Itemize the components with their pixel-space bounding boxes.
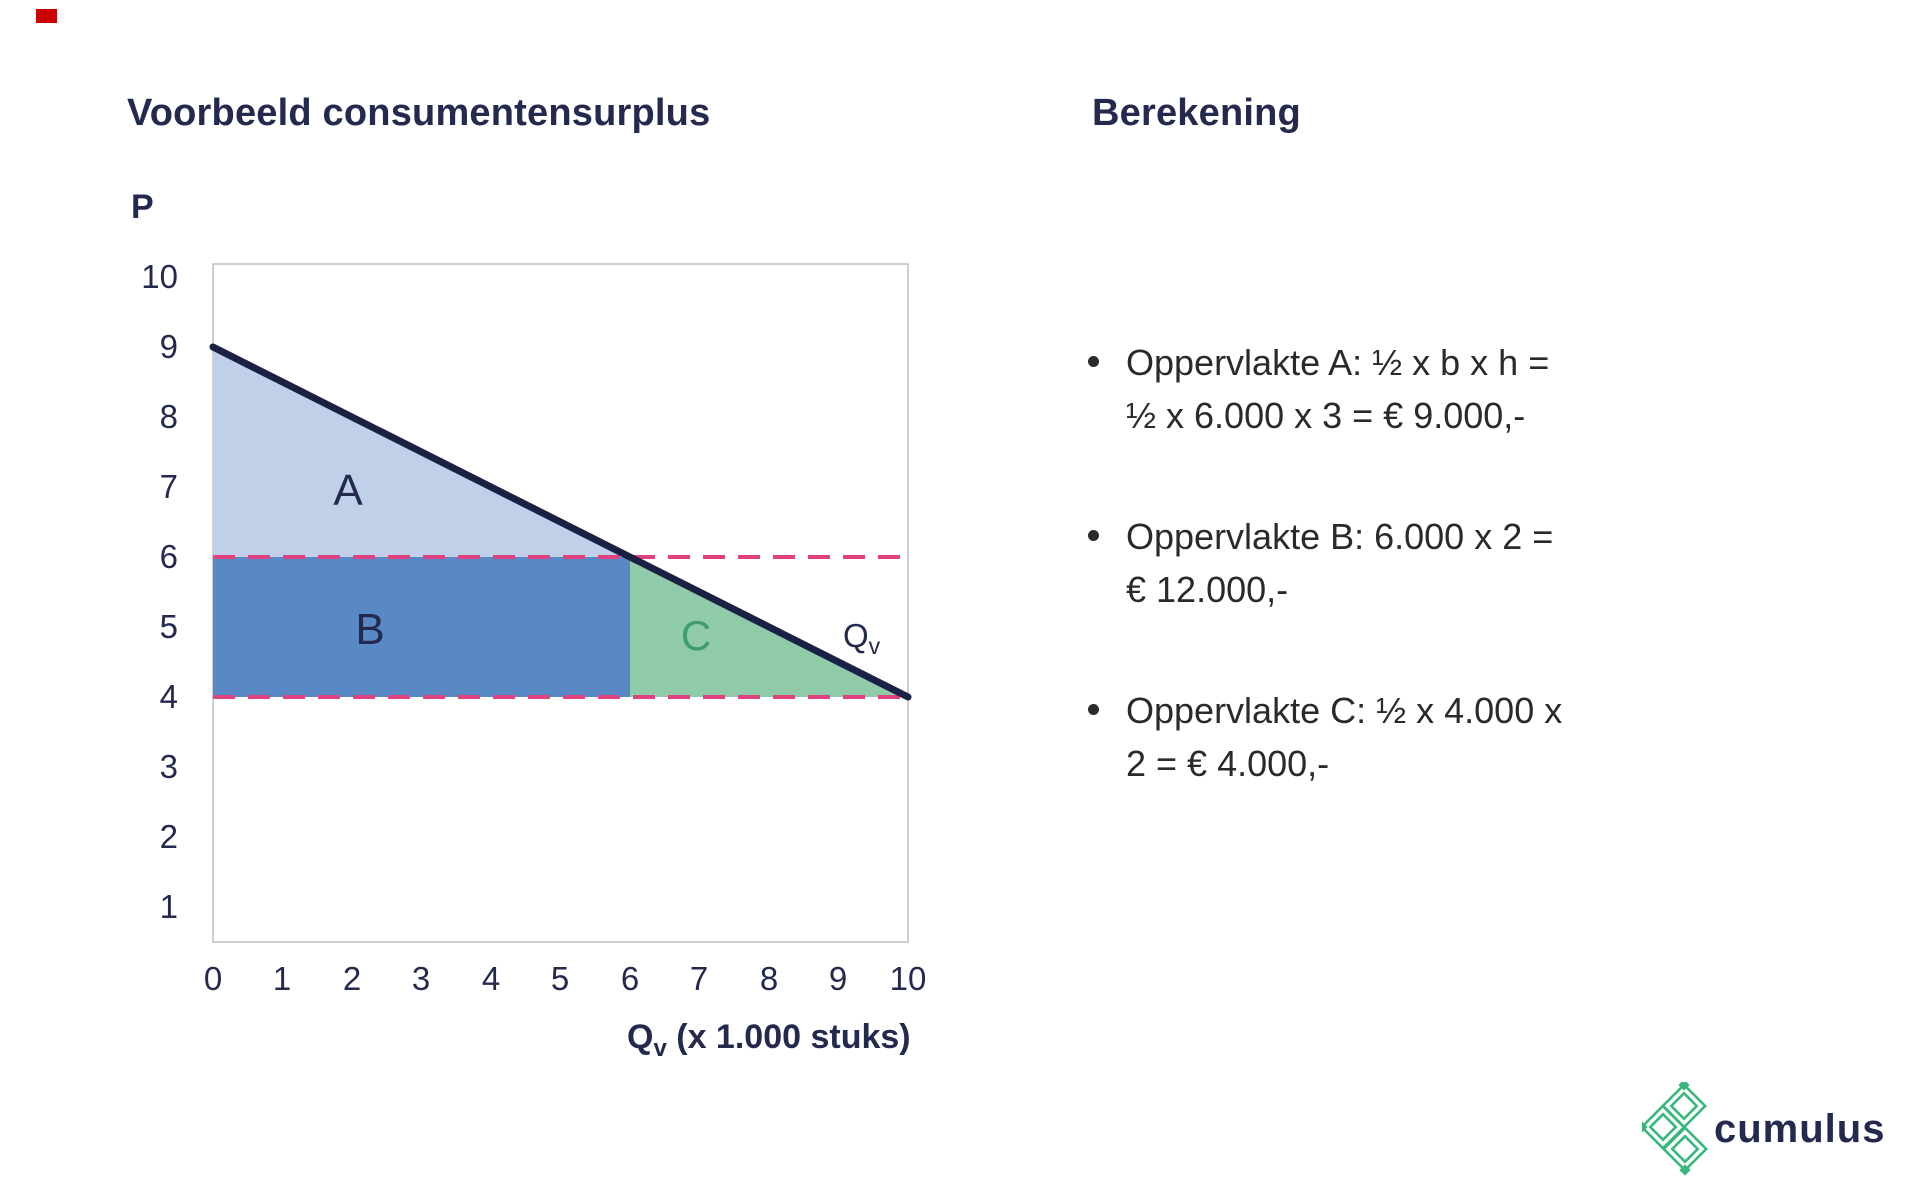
x-axis-title: $Q_v$ (x 1.000 stuks) [627,1018,911,1062]
y-tick-1: 1 [159,888,178,925]
cumulus-logo-text: cumulus [1714,1107,1886,1151]
y-tick-4: 4 [159,678,178,715]
x-tick-8: 8 [759,960,779,997]
cumulus-logo [1642,1082,1892,1182]
x-tick-9: 9 [828,960,848,997]
y-tick-10: 10 [141,258,178,295]
x-tick-6: 6 [620,960,640,997]
bullet-b-line2: € 12.000,- [1126,569,1289,610]
demand-line-label: $Q_v$ [843,617,881,659]
calculation-list [1088,336,1728,858]
bullet-b-line1: Oppervlakte B: 6.000 x 2 = [1126,516,1554,557]
x-tick-0: 0 [203,960,223,997]
y-axis-label: P [131,188,154,226]
bullet-a-line1: Oppervlakte A: ½ x b x h = [1126,342,1550,383]
chart-title: Voorbeeld consumentensurplus [127,92,711,134]
area-b-label: B [355,605,385,654]
x-tick-10: 10 [889,960,927,997]
y-tick-9: 9 [159,328,178,365]
x-tick-2: 2 [342,960,362,997]
area-a-label: A [333,466,363,515]
y-tick-5: 5 [159,608,178,645]
y-tick-2: 2 [159,818,178,855]
y-tick-3: 3 [159,748,178,785]
bullet-a-line2: ½ x 6.000 x 3 = € 9.000,- [1126,395,1526,436]
bullet-icon [1088,356,1099,367]
x-tick-4: 4 [481,960,501,997]
x-tick-7: 7 [689,960,709,997]
calculation-title: Berekening [1092,92,1301,134]
cumulus-logo-icon [1642,1082,1706,1176]
area-c-label: C [680,612,712,659]
bullet-icon [1088,704,1099,715]
list-item [1088,684,1728,790]
x-tick-3: 3 [411,960,431,997]
y-tick-6: 6 [159,538,178,575]
bullet-icon [1088,530,1099,541]
y-tick-8: 8 [159,398,178,435]
bullet-c-line1: Oppervlakte C: ½ x 4.000 x [1126,690,1563,731]
list-item [1088,510,1728,616]
list-item [1088,336,1728,442]
x-tick-1: 1 [272,960,292,997]
y-tick-7: 7 [159,468,178,505]
area-b-shape [213,557,630,697]
x-tick-5: 5 [550,960,570,997]
consumer-surplus-chart [0,0,1000,1100]
bullet-c-line2: 2 = € 4.000,- [1126,743,1330,784]
